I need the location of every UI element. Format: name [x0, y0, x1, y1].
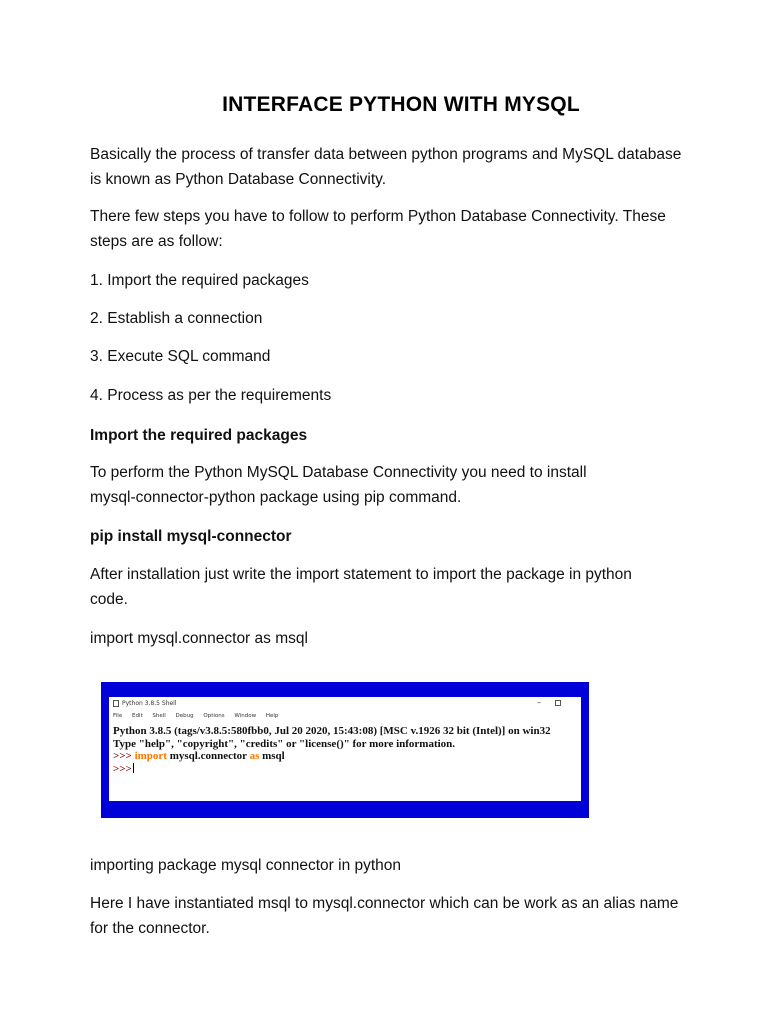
menu-item-window: Window: [234, 713, 257, 719]
shell-line: Type "help", "copyright", "credits" or "license()" for more information.: [113, 737, 456, 750]
menu-item-file: File: [113, 713, 123, 719]
keyword-import: import: [134, 750, 167, 762]
menu-item-help: Help: [265, 713, 279, 719]
python-app-icon: [113, 700, 119, 707]
section-heading: Import the required packages: [90, 427, 308, 444]
shell-input-line: [113, 750, 581, 763]
shell-prompt: >>>: [113, 750, 132, 762]
text-line: Basically the process of transfer data between python programs and MySQL database: [90, 146, 682, 163]
menu-item-edit: Edit: [131, 713, 143, 719]
text-line: To perform the Python MySQL Database Connectivity you need to install: [90, 464, 587, 481]
install-paragraph: [90, 460, 720, 510]
text-line: After installation just write the import statement to import the package in python: [90, 566, 632, 583]
text-line: for the connector.: [90, 920, 210, 937]
step-1: 1. Import the required packages: [90, 272, 309, 289]
text-line: There few steps you have to follow to perform Python Database Connectivity. These: [90, 208, 666, 225]
steps-intro-paragraph: [90, 204, 720, 254]
step-3: 3. Execute SQL command: [90, 348, 271, 365]
shell-input-line: [113, 763, 581, 776]
shell-line: Python 3.8.5 (tags/v3.8.5:580fbb0, Jul 20 2020, 15:43:08) [MSC v.1926 32 bit (Intel)] on win32: [113, 725, 551, 737]
text-line: Here I have instantiated msql to mysql.connector which can be work as an alias name: [90, 895, 679, 912]
intro-paragraph: [90, 142, 720, 192]
text-line: mysql-connector-python package using pip command.: [90, 489, 462, 506]
keyword-as: as: [249, 750, 260, 762]
python-shell-window: [109, 697, 581, 801]
module-name: mysql.connector: [169, 750, 247, 762]
shell-output: [113, 725, 581, 775]
maximize-icon: [555, 700, 561, 706]
pip-command: pip install mysql-connector: [90, 528, 292, 545]
after-install-paragraph: [90, 562, 720, 612]
shell-prompt: >>>: [113, 762, 132, 775]
step-2: 2. Establish a connection: [90, 310, 263, 327]
alias-name: msql: [262, 750, 285, 762]
image-caption: importing package mysql connector in python: [90, 857, 402, 874]
menu-item-debug: Debug: [175, 713, 194, 719]
document-title: INTERFACE PYTHON WITH MYSQL: [222, 93, 580, 116]
shell-titlebar: [109, 697, 581, 711]
text-line: steps are as follow:: [90, 233, 223, 250]
text-line: code.: [90, 591, 128, 608]
step-4: 4. Process as per the requirements: [90, 387, 332, 404]
import-statement: import mysql.connector as msql: [90, 630, 308, 647]
window-title: Python 3.8.5 Shell: [122, 700, 177, 707]
minimize-icon: –: [537, 698, 541, 707]
menu-item-options: Options: [203, 713, 225, 719]
text-cursor: [133, 763, 134, 773]
shell-menubar: [109, 713, 581, 723]
menu-item-shell: Shell: [152, 713, 166, 719]
alias-paragraph: [90, 891, 720, 941]
python-shell-screenshot: [101, 682, 589, 818]
text-line: is known as Python Database Connectivity.: [90, 171, 387, 188]
